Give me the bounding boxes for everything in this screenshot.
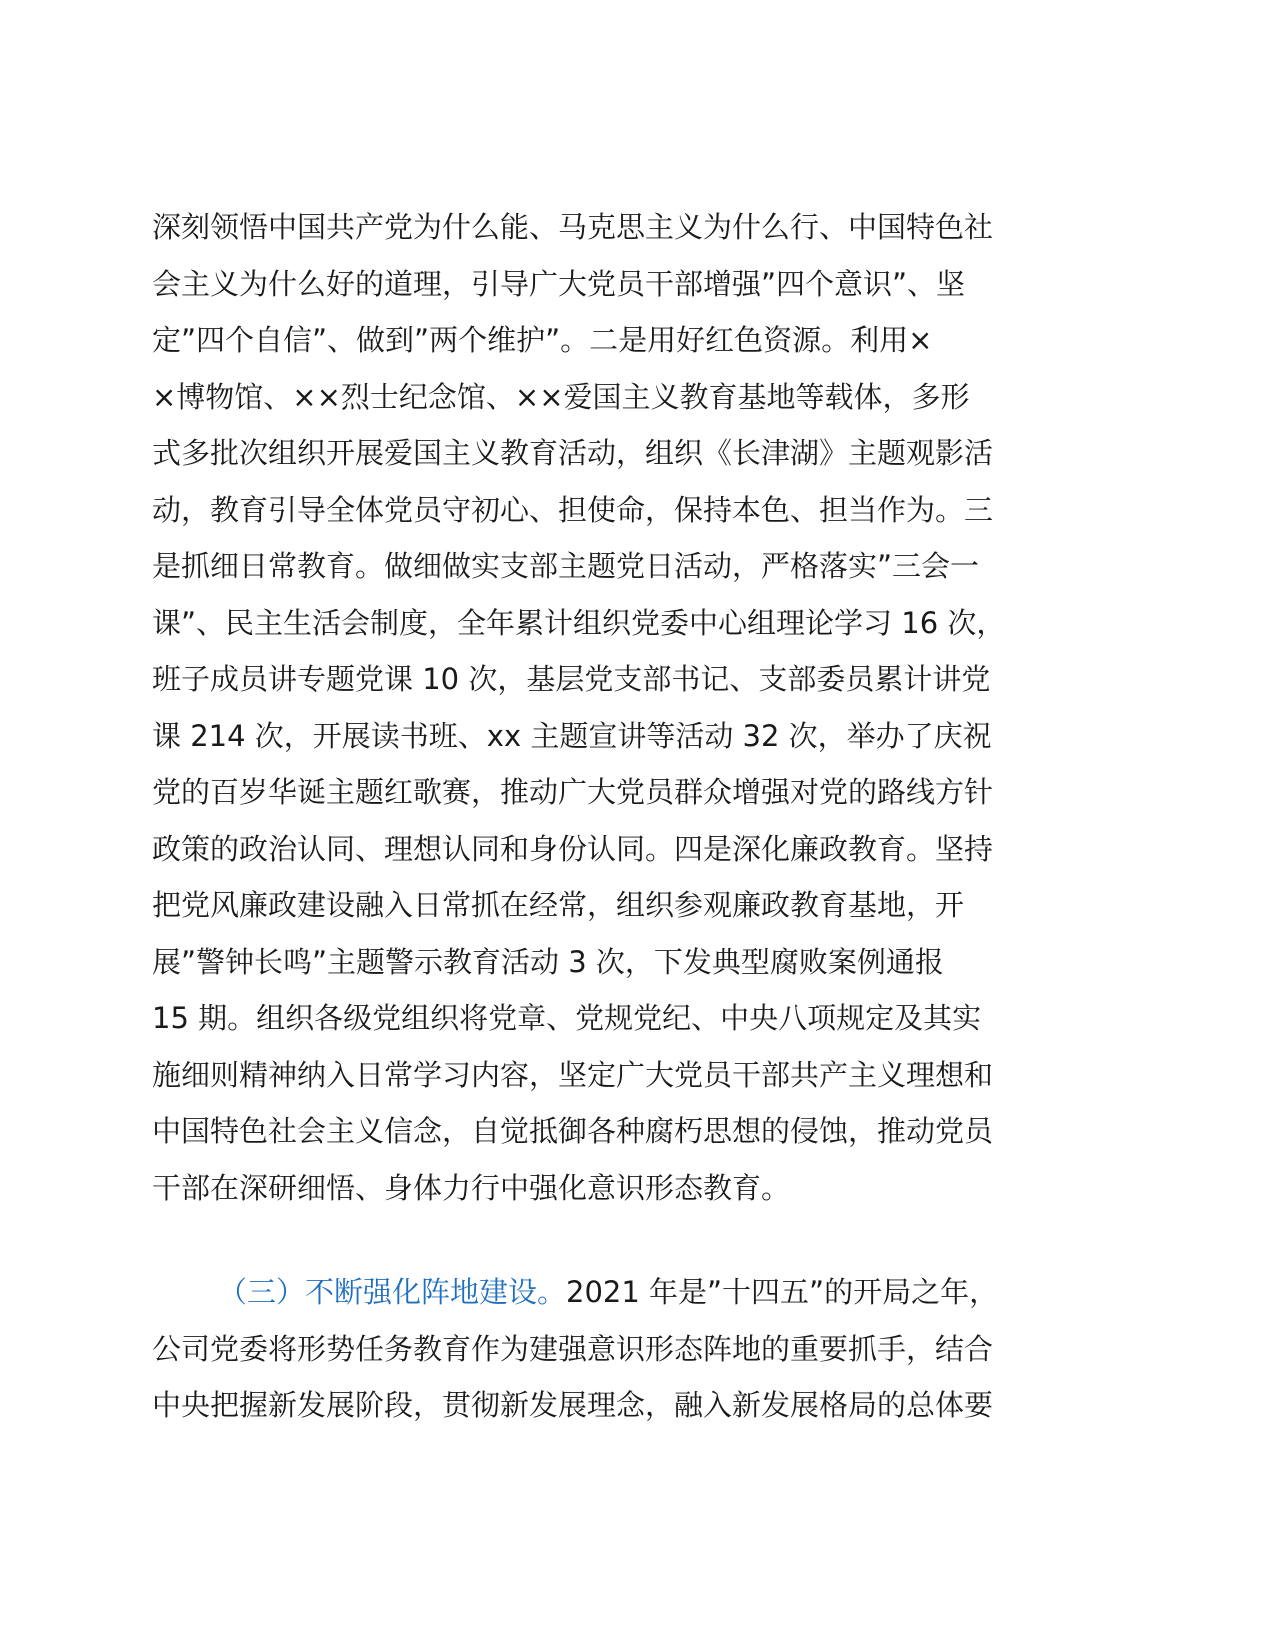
paragraph-line: 式多批次组织开展爱国主义教育活动，组织《长津湖》主题观影活 — [152, 436, 994, 470]
paragraph-line: 中央把握新发展阶段，贯彻新发展理念，融入新发展格局的总体要 — [152, 1388, 994, 1422]
paragraph-line: 15 期。组织各级党组织将党章、党规党纪、中央八项规定及其实 — [152, 1001, 982, 1035]
paragraph-line: 定”四个自信”、做到”两个维护”。二是用好红色资源。利用× — [152, 323, 933, 357]
paragraph-line: 动，教育引导全体党员守初心、担使命，保持本色、担当作为。三 — [152, 492, 994, 527]
paragraph-line: 是抓细日常教育。做细做实支部主题党日活动，严格落实”三会一 — [152, 549, 980, 583]
paragraph-line: 班子成员讲专题党课 10 次，基层党支部书记、支部委员累计讲党 — [152, 662, 991, 696]
paragraph-first-line — [152, 1264, 1132, 1321]
paragraph-line: 政策的政治认同、理想认同和身份认同。四是深化廉政教育。坚持 — [152, 831, 994, 866]
paragraph-line: 深刻领悟中国共产党为什么能、马克思主义为什么行、中国特色社 — [152, 210, 994, 244]
paragraph-line: 展”警钟长鸣”主题警示教育活动 3 次，下发典型腐败案例通报 — [152, 944, 944, 979]
paragraph-line: 施细则精神纳入日常学习内容，坚定广大党员干部共产主义理想和 — [152, 1057, 994, 1092]
paragraph-line: 课”、民主生活会制度，全年累计组织党委中心组理论学习 16 次， — [152, 605, 1006, 640]
paragraph-line: 会主义为什么好的道理，引导广大党员干部增强”四个意识”、坚 — [152, 266, 966, 301]
paragraph-line: 党的百岁华诞主题红歌赛，推动广大党员群众增强对党的路线方针 — [152, 775, 994, 809]
paragraph-line: 公司党委将形势任务教育作为建强意识形态阵地的重要抓手，结合 — [152, 1331, 994, 1366]
paragraph-line: 干部在深研细悟、身体力行中强化意识形态教育。 — [152, 1170, 791, 1205]
paragraph-line: 课 214 次，开展读书班、xx 主题宣讲等活动 32 次，举办了庆祝 — [152, 718, 992, 753]
section-heading: （三）不断强化阵地建设。 — [218, 1275, 567, 1309]
paragraph-line: 把党风廉政建设融入日常抓在经常，组织参观廉政教育基地，开 — [152, 888, 965, 922]
first-line-rest: 2021 年是”十四五”的开局之年， — [566, 1275, 999, 1309]
paragraph-1 — [152, 199, 1132, 1216]
paragraph-2 — [152, 1264, 1132, 1434]
paragraph-line: ×博物馆、××烈士纪念馆、××爱国主义教育基地等载体，多形 — [152, 379, 970, 414]
paragraph-line: 中国特色社会主义信念，自觉抵御各种腐朽思想的侵蚀，推动党员 — [152, 1114, 994, 1148]
